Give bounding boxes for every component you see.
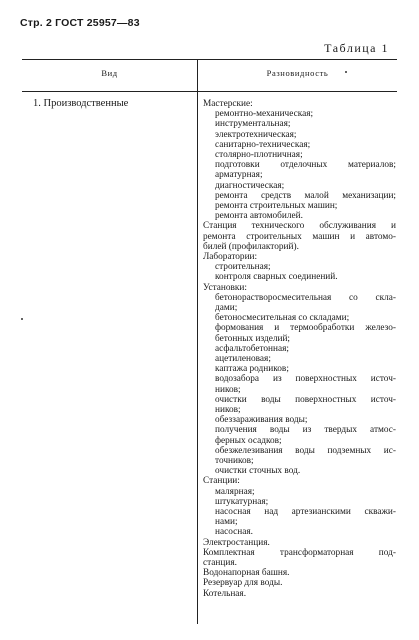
column-header-variety: Разновидность — [266, 68, 329, 78]
variety-line: насосная. — [215, 527, 253, 538]
variety-list — [201, 99, 396, 599]
variety-line: строительная; — [215, 262, 271, 273]
variety-line: малярная; — [215, 486, 255, 497]
variety-line: каптажа родников; — [215, 364, 289, 375]
variety-line: Мастерские: — [203, 99, 253, 109]
variety-line: насосная над артезианскими скважи- — [215, 506, 396, 517]
variety-line: формования и термообработки железо- — [215, 323, 396, 334]
variety-line: ферных осадков; — [215, 435, 282, 446]
variety-line: водозабора из поверхностных источ- — [215, 374, 396, 385]
variety-line: билей (профилакторий). — [203, 241, 299, 252]
variety-line: дами; — [215, 302, 238, 313]
variety-line: бетоносмесительная со складами; — [215, 313, 350, 324]
variety-line: подготовки отделочных материалов; — [215, 160, 396, 171]
variety-line: Электростанция. — [203, 537, 270, 548]
variety-line: очистки сточных вод. — [215, 466, 301, 477]
variety-line: очистки воды поверхностных источ- — [215, 394, 396, 405]
variety-line: Станция технического обслуживания и — [203, 221, 396, 232]
variety-line: бетонных изделий; — [215, 333, 291, 344]
variety-line: асфальтобетонная; — [215, 343, 289, 354]
variety-line: ремонта средств малой механизации; — [215, 190, 396, 201]
variety-line: ремонта строительных машин; — [215, 201, 338, 211]
variety-line: контроля сварных соединений. — [215, 272, 338, 283]
table-caption: Таблица 1 — [324, 41, 389, 55]
variety-line: ремонта автомобилей. — [215, 211, 303, 222]
page-header: Стр. 2 ГОСТ 25957—83 — [20, 17, 140, 29]
scan-speck — [345, 71, 347, 73]
variety-line: ников; — [215, 404, 241, 415]
variety-line: электротехническая; — [215, 129, 297, 140]
variety-line: бетонорастворосмесительная со скла- — [215, 292, 396, 303]
column-header-kind: Вид — [101, 68, 118, 78]
variety-line: Станции: — [203, 476, 240, 487]
kind-cell: 1. Производственные — [33, 98, 129, 109]
variety-line: ников; — [215, 384, 241, 395]
variety-line: Комплектная трансформаторная под- — [203, 547, 396, 558]
variety-line: Резервуар для воды. — [203, 578, 283, 589]
variety-line: получения воды из твердых атмос- — [215, 425, 396, 436]
variety-line: столярно-плотничная; — [215, 150, 303, 161]
variety-line: штукатурная; — [215, 496, 269, 507]
table-top-rule — [22, 59, 397, 60]
variety-line: ацетиленовая; — [215, 353, 271, 364]
variety-line: ремонтно-механическая; — [215, 109, 314, 120]
variety-line: Установки: — [203, 282, 247, 293]
variety-line: обеззараживания воды; — [215, 415, 308, 426]
variety-line: станция. — [203, 557, 237, 568]
column-divider — [197, 59, 198, 624]
variety-line: инструментальная; — [215, 119, 291, 130]
scan-speck — [21, 318, 23, 320]
variety-line: Котельная. — [203, 588, 247, 599]
variety-line: ремонта строительных машин и автомо- — [203, 231, 396, 242]
variety-line: нами; — [215, 517, 238, 528]
variety-line: обезжелезивания воды подземных ис- — [215, 445, 396, 456]
variety-line: Водонапорная башня. — [203, 568, 290, 579]
table-header-rule — [22, 91, 397, 92]
variety-line: санитарно-техническая; — [215, 139, 311, 150]
variety-line: точников; — [215, 455, 254, 466]
variety-line: Лаборатории: — [203, 251, 258, 262]
variety-line: диагностическая; — [215, 180, 285, 191]
variety-line: арматурная; — [215, 170, 263, 181]
